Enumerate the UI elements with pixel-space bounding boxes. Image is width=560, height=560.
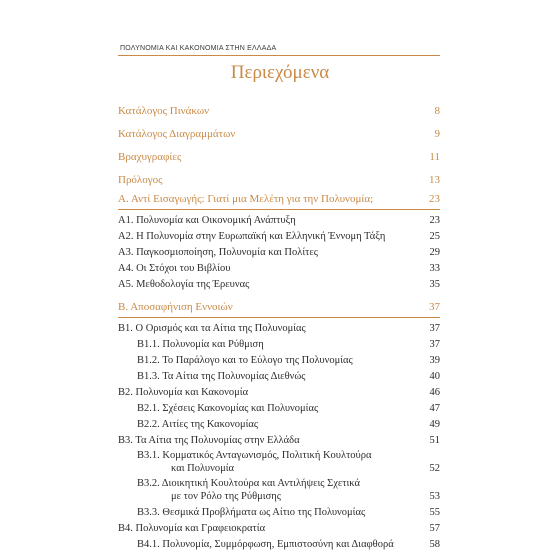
toc-entry-a4[interactable] [118,261,440,277]
toc-entry-b4[interactable] [118,521,440,537]
toc-page: 57 [429,523,440,534]
toc-page: 51 [429,435,440,446]
toc-entry-preface[interactable] [118,172,440,188]
toc-entry-a5[interactable] [118,277,440,293]
toc-label: Πρόλογος [118,174,163,186]
toc-label: Β3. Τα Αίτια της Πολυνομίας στην Ελλάδα [118,435,300,446]
toc-page: 33 [429,263,440,274]
toc-label: Β4.1. Πολυνομία, Συμμόρφωση, Εμπιστοσύνη και Διαφθορά [137,539,394,550]
toc-label [137,449,371,475]
toc-label: Β1.2. Το Παράλογο και το Εύλογο της Πολυνομίας [137,355,353,366]
toc-entry-abbreviations[interactable] [118,149,440,165]
header-rule [118,55,440,56]
toc-page: 47 [429,403,440,414]
toc-page: 58 [429,539,440,550]
toc-entry-a2[interactable] [118,229,440,245]
toc-page: 55 [429,507,440,518]
toc-label: Α2. Η Πολυνομία στην Ευρωπαϊκή και Ελληνική Έννομη Τάξη [118,231,386,242]
toc-entry-b1-3[interactable] [118,369,440,385]
toc-page: 9 [434,128,440,140]
toc-label-line1: Β3.1. Κομματικός Ανταγωνισμός, Πολιτική Κουλτούρα [137,450,372,461]
toc-label: Α3. Παγκοσμιοποίηση, Πολυνομία και Πολίτες [118,247,318,258]
toc-page: 29 [429,247,440,258]
toc-page: 39 [429,355,440,366]
toc-label: Β1.3. Τα Αίτια της Πολυνομίας Διεθνώς [137,371,306,382]
toc-label: Β1.1. Πολυνομία και Ρύθμιση [137,339,264,350]
section-divider [118,317,440,318]
toc-section-b[interactable] [118,299,440,315]
toc-label: Β2.1. Σχέσεις Κακονομίας και Πολυνομίας [137,403,319,414]
toc-page: 8 [434,105,440,117]
toc-entry-b1[interactable] [118,321,440,337]
toc-entry-b2-2[interactable] [118,417,440,433]
section-divider [118,209,440,210]
toc-label: Κατάλογος Πινάκων [118,105,210,117]
toc-entry-b1-2[interactable] [118,353,440,369]
toc-label: Β1. Ο Ορισμός και τα Αίτια της Πολυνομίας [118,323,306,334]
table-of-contents [118,103,440,553]
toc-entry-b2[interactable] [118,385,440,401]
toc-label-line2: με τον Ρόλο της Ρύθμισης [171,491,281,502]
toc-label: Κατάλογος Διαγραμμάτων [118,128,236,140]
toc-page: 23 [429,215,440,226]
toc-entry-a1[interactable] [118,213,440,229]
toc-entry-list-of-tables[interactable] [118,103,440,119]
toc-entry-b3-3[interactable] [118,505,440,521]
toc-section-a[interactable] [118,191,440,207]
toc-entry-a3[interactable] [118,245,440,261]
toc-page: 23 [429,193,440,205]
toc-label: Β2.2. Αιτίες της Κακονομίας [137,419,259,430]
toc-entry-b1-1[interactable] [118,337,440,353]
toc-page: 13 [429,174,440,186]
toc-page: 46 [429,387,440,398]
toc-page: 53 [429,491,440,502]
toc-entry-b3-2[interactable] [118,477,440,505]
toc-page: 52 [429,463,440,474]
toc-page: 37 [429,339,440,350]
running-header: ΠΟΛΥΝΟΜΙΑ ΚΑΙ ΚΑΚΟΝΟΜΙΑ ΣΤΗΝ ΕΛΛΑΔΑ [120,45,277,52]
toc-page: 37 [429,301,440,313]
toc-section-label: Α. Αντί Εισαγωγής: Γιατί μια Μελέτη για την Πολυνομία; [118,193,374,205]
toc-label: Βραχυγραφίες [118,151,182,163]
toc-page: 25 [429,231,440,242]
toc-entry-b4-1[interactable] [118,537,440,553]
toc-page: 11 [429,151,440,163]
toc-entry-b2-1[interactable] [118,401,440,417]
toc-label: Β4. Πολυνομία και Γραφειοκρατία [118,523,266,534]
toc-page: 37 [429,323,440,334]
page-title: Περιεχόμενα [230,62,330,83]
toc-label-line1: Β3.2. Διοικητική Κουλτούρα και Αντιλήψεις Σχετικά [137,478,361,489]
toc-label: Α4. Οι Στόχοι του Βιβλίου [118,263,231,274]
toc-label: Β2. Πολυνομία και Κακονομία [118,387,249,398]
toc-label-line2: και Πολυνομία [171,463,235,474]
toc-entry-b3-1[interactable] [118,449,440,477]
toc-entry-b3[interactable] [118,433,440,449]
toc-entry-list-of-diagrams[interactable] [118,126,440,142]
toc-label: Β3.3. Θεσμικά Προβλήματα ως Αίτιο της Πολυνομίας [137,507,366,518]
toc-page: 49 [429,419,440,430]
toc-label [137,477,360,503]
toc-section-label: Β. Αποσαφήνιση Εννοιών [118,301,233,313]
toc-page: 40 [429,371,440,382]
toc-page: 35 [429,279,440,290]
toc-label: Α1. Πολυνομία και Οικονομική Ανάπτυξη [118,215,296,226]
toc-label: Α5. Μεθοδολογία της Έρευνας [118,279,250,290]
